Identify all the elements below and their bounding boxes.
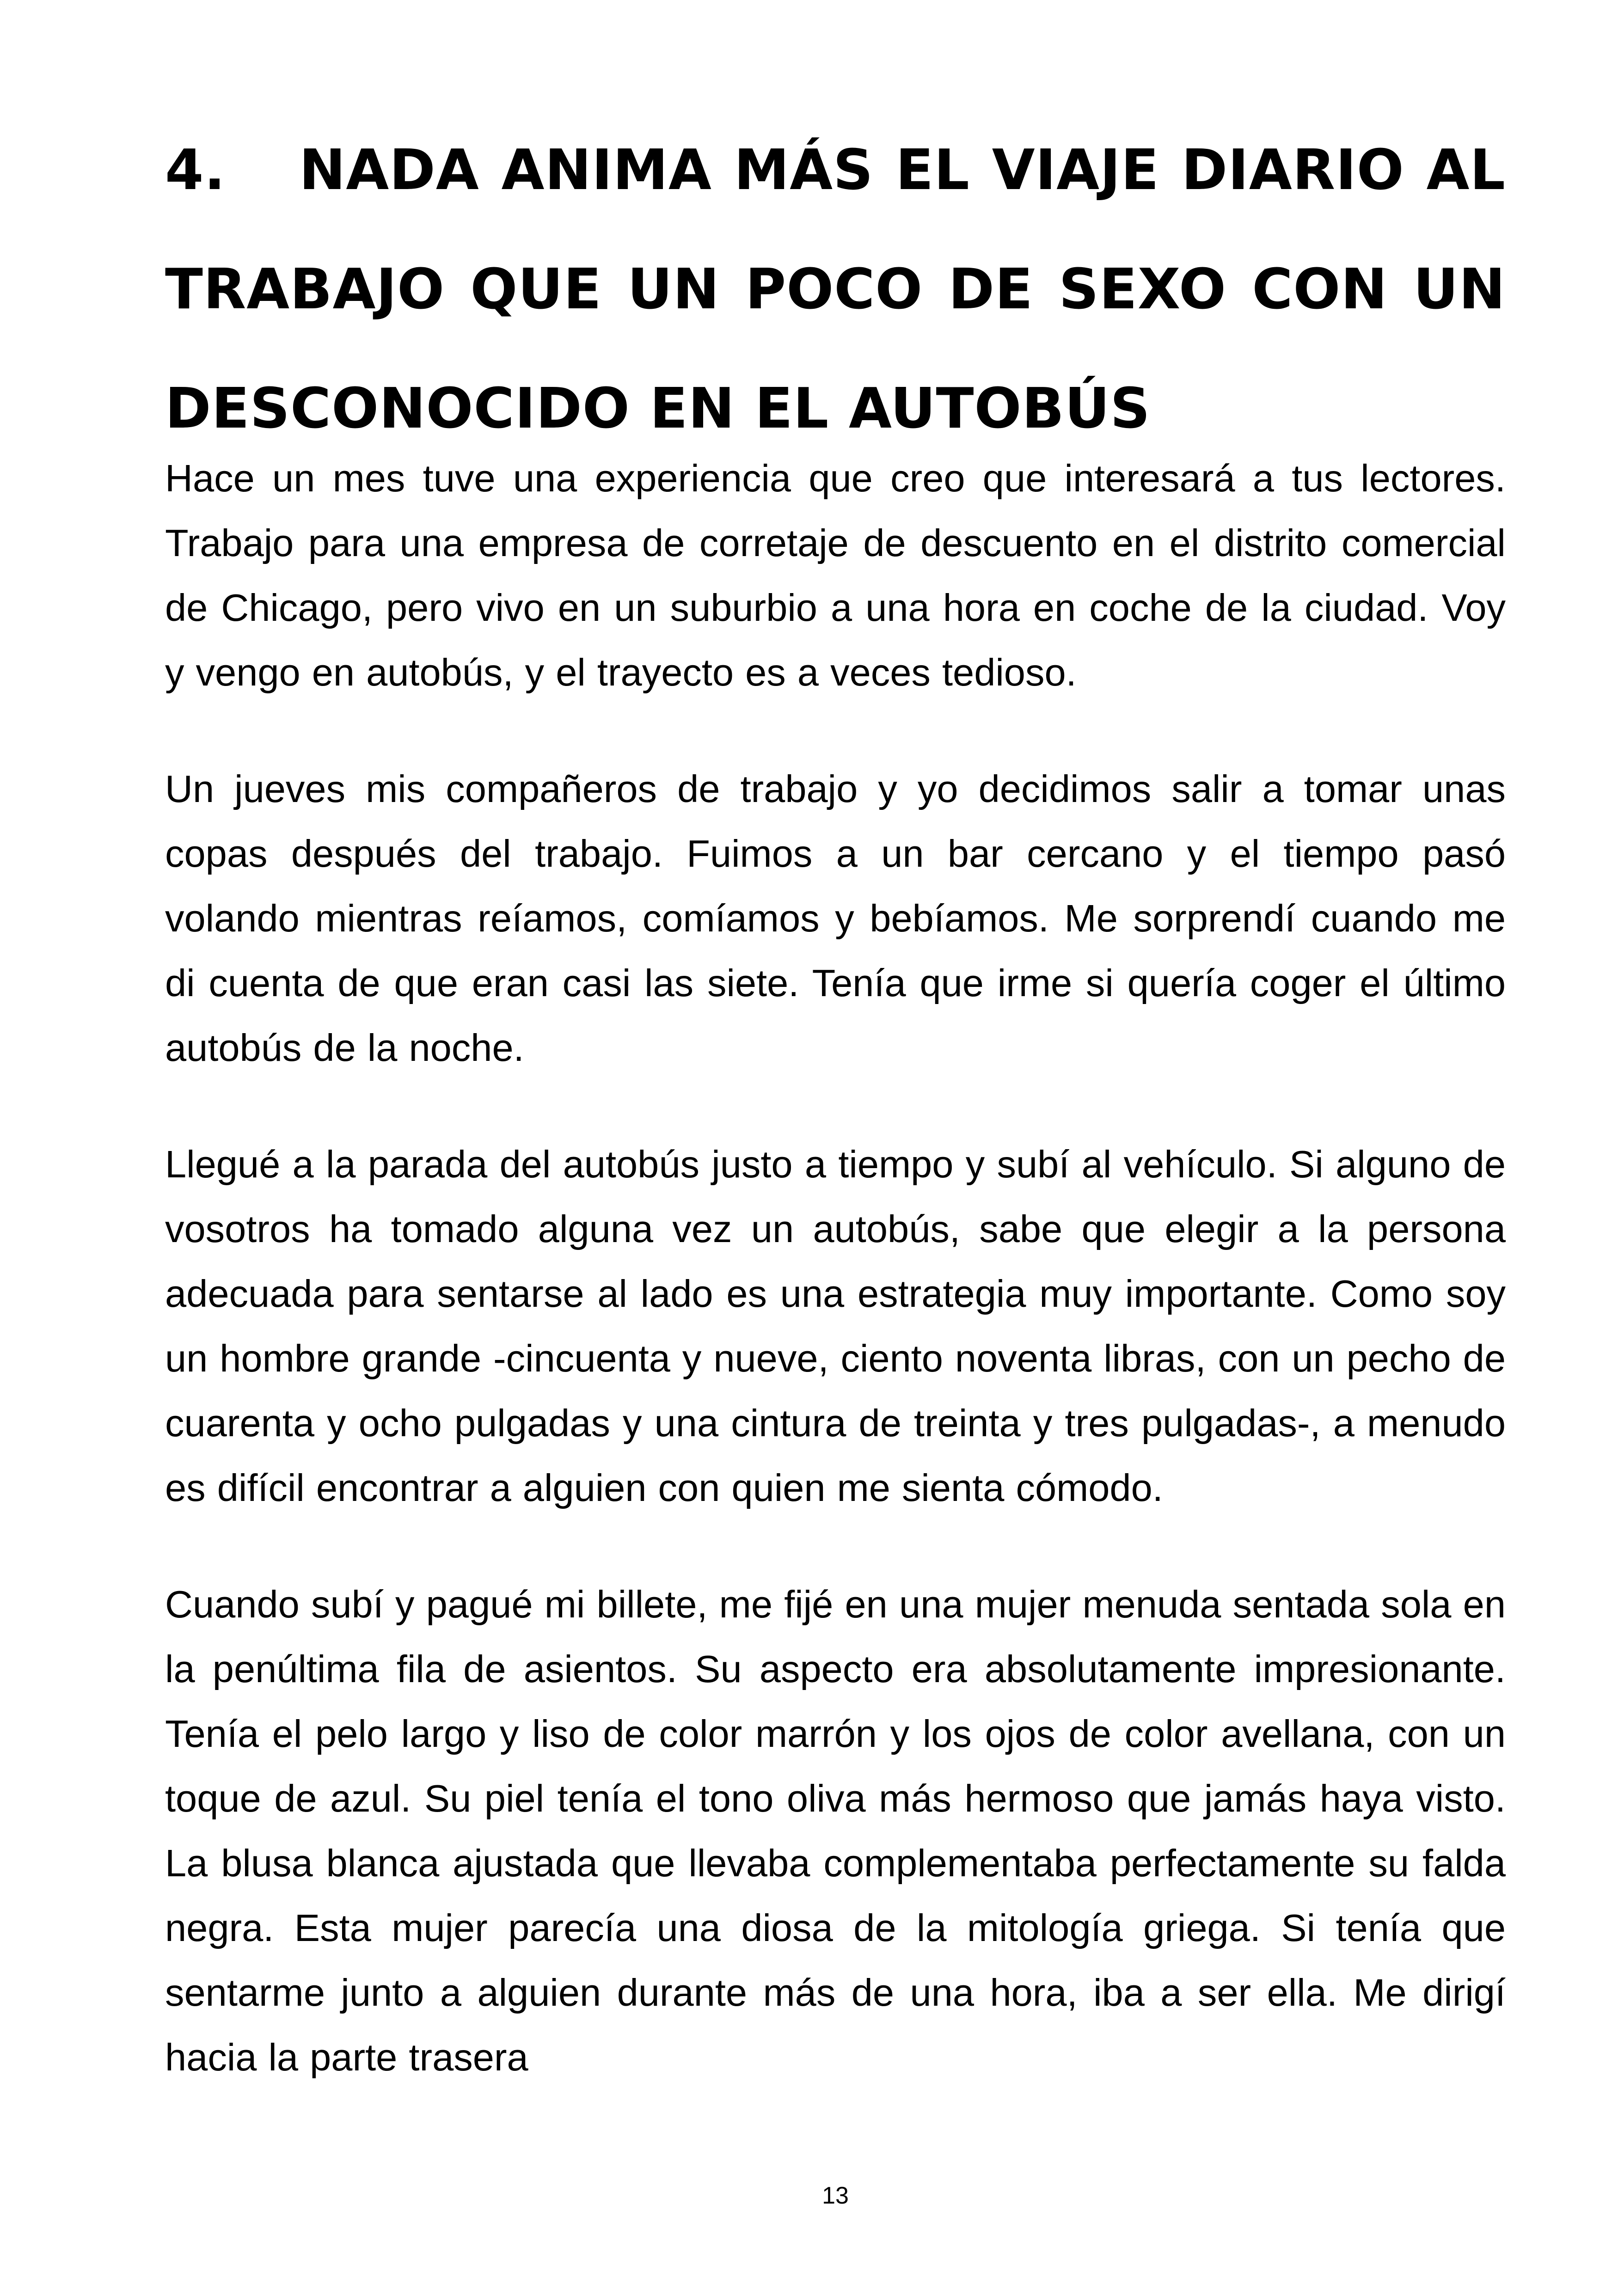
- paragraph: Hace un mes tuve una experiencia que creo que interesará a tus lectores. Trabajo para una empresa de corretaje de descuento en el distrito comercial de Chicago, pero vivo en un suburbio a una hora en coche de la ciudad. Voy y vengo en autobús, y el trayecto es a veces tedioso.: [165, 457, 1506, 694]
- paragraph: Un jueves mis compañeros de trabajo y yo decidimos salir a tomar unas copas después del trabajo. Fuimos a un bar cercano y el tiempo pasó volando mientras reíamos, comíamos y bebíamos. Me sorprendí cuando me di cuenta de que eran casi las siete. Tenía que irme si quería coger el último autobús de la noche.: [165, 767, 1506, 1069]
- chapter-title-text: NADA ANIMA MÁS EL VIAJE DIARIO AL TRABAJO QUE UN POCO DE SEXO CON UN DESCONOCIDO EN EL AUTOBÚS: [165, 138, 1506, 441]
- document-page: [165, 0, 1506, 2296]
- paragraph: Cuando subí y pagué mi billete, me fijé en una mujer menuda sentada sola en la penúltima fila de asientos. Su aspecto era absolutamente impresionante. Tenía el pelo largo y liso de color marrón y los ojos de color avellana, con un toque de azul. Su piel tenía el tono oliva más hermoso que jamás haya visto. La blusa blanca ajustada que llevaba complementaba perfectamente su falda negra. Esta mujer parecía una diosa de la mitología griega. Si tenía que sentarme junto a alguien durante más de una hora, iba a ser ella. Me dirigí hacia la parte trasera: [165, 1583, 1506, 2079]
- page-number: 13: [822, 2182, 849, 2209]
- chapter-title: [165, 111, 1506, 469]
- chapter-number: 4.: [165, 138, 226, 202]
- body-text: [165, 446, 1506, 2142]
- paragraph: Llegué a la parada del autobús justo a tiempo y subí al vehículo. Si alguno de vosotros ha tomado alguna vez un autobús, sabe que elegir a la persona adecuada para sentarse al lado es una estrategia muy importante. Como soy un hombre grande -cincuenta y nueve, ciento noventa libras, con un pecho de cuarenta y ocho pulgadas y una cintura de treinta y tres pulgadas-, a menudo es difícil encontrar a alguien con quien me sienta cómodo.: [165, 1143, 1506, 1509]
